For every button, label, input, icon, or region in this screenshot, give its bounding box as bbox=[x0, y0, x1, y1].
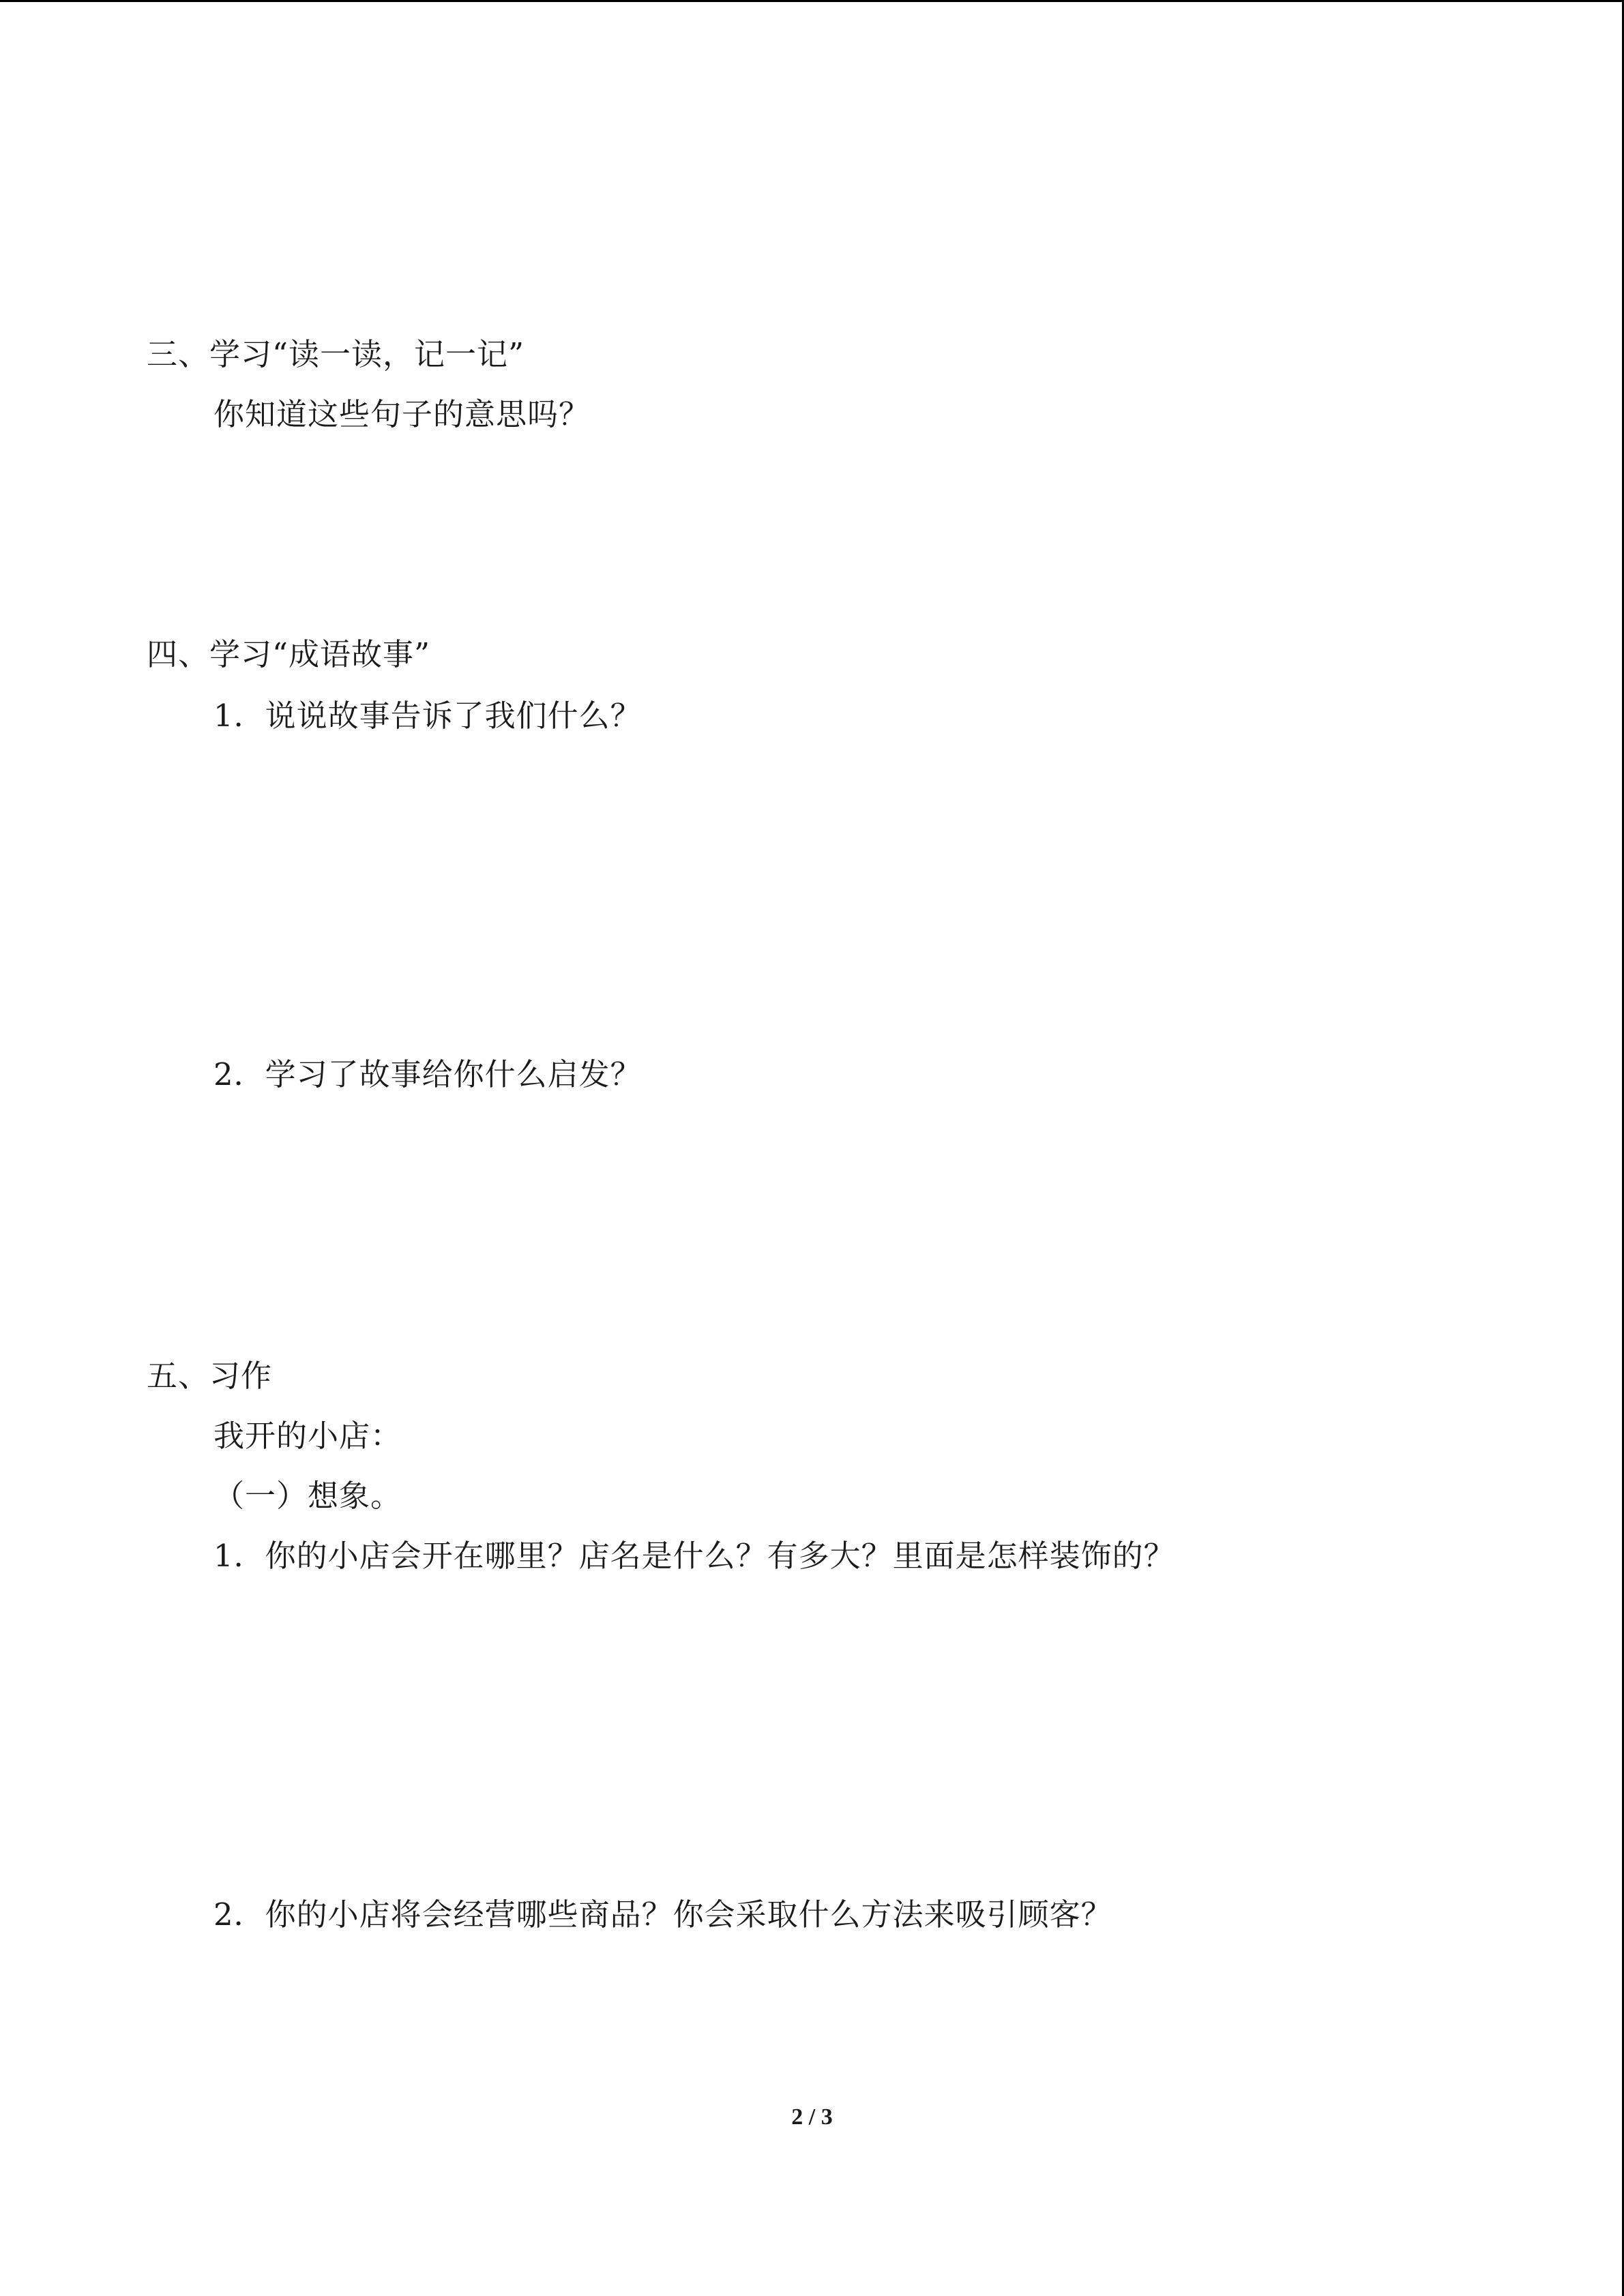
section-five-heading: 五、习作 bbox=[147, 1358, 273, 1394]
section-four-question-1: 1．说说故事告诉了我们什么？ bbox=[213, 698, 642, 734]
section-four-question-2: 2．学习了故事给你什么启发？ bbox=[213, 1056, 642, 1092]
section-four-heading: 四、学习“成语故事” bbox=[147, 636, 431, 672]
section-three-heading: 三、学习“读一读，记一记” bbox=[147, 336, 525, 372]
section-three-prompt: 你知道这些句子的意思吗？ bbox=[213, 396, 591, 432]
section-five-question-1: 1．你的小店会开在哪里？店名是什么？有多大？里面是怎样装饰的？ bbox=[213, 1538, 1175, 1574]
page-number: 2 / 3 bbox=[791, 2104, 833, 2130]
section-five-topic: 我开的小店： bbox=[213, 1418, 402, 1454]
section-five-question-2: 2．你的小店将会经营哪些商品？你会采取什么方法来吸引顾客？ bbox=[213, 1896, 1112, 1933]
page-border-top bbox=[0, 0, 1624, 2]
section-five-subheading: （一）想象。 bbox=[213, 1478, 402, 1514]
